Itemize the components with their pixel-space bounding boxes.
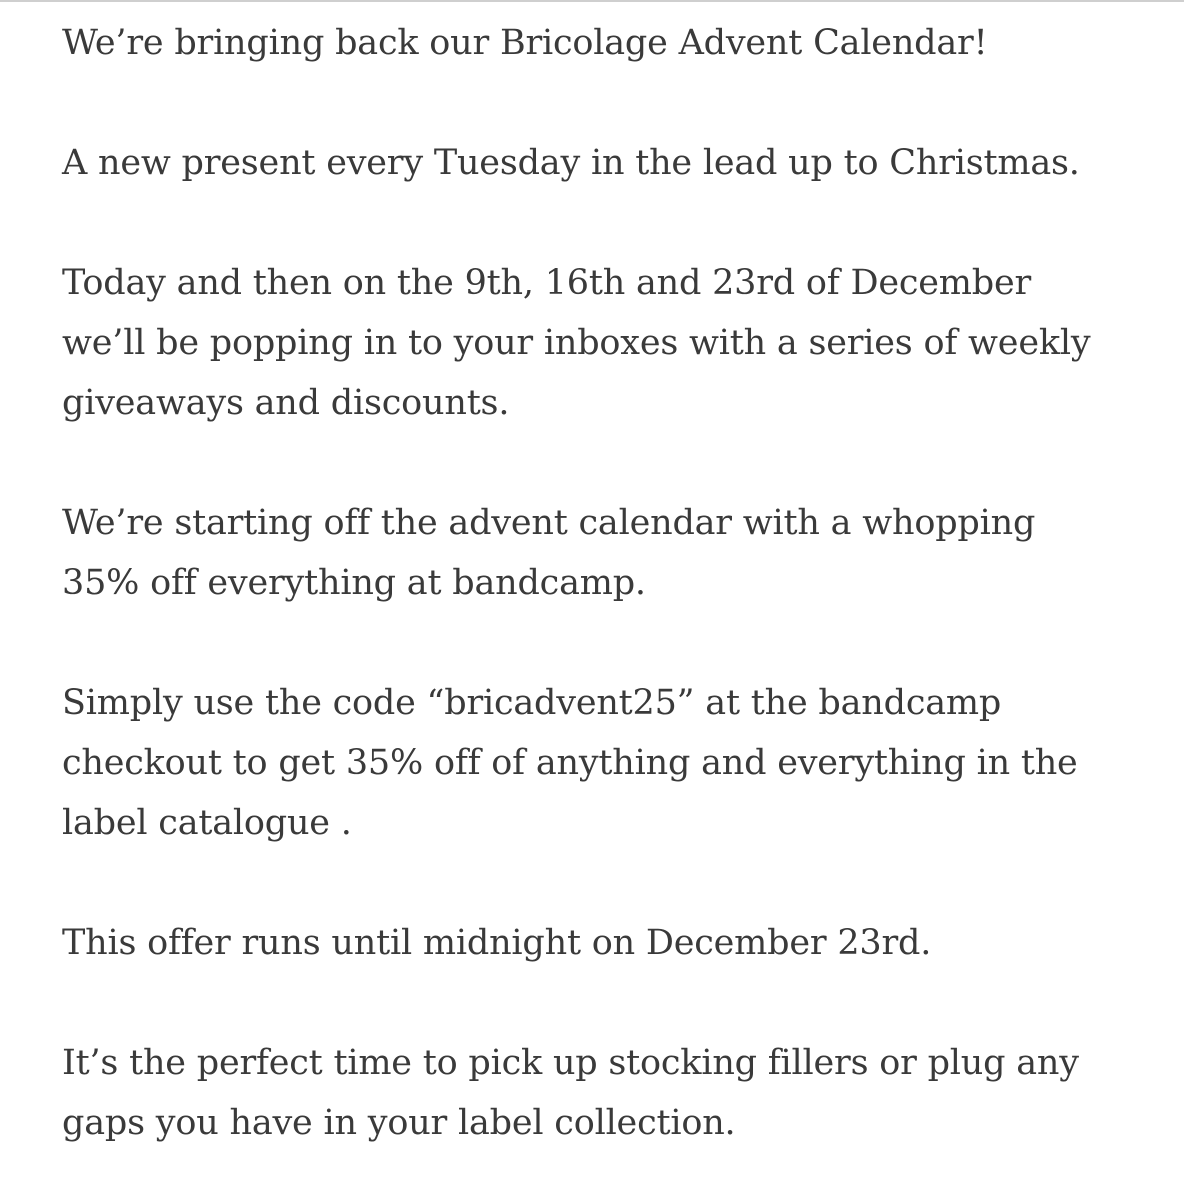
- text-line: This offer runs until midnight on December 23rd.: [62, 923, 932, 963]
- paragraph-closing: [62, 1033, 1152, 1153]
- paragraph-offer-end: [62, 913, 1152, 973]
- paragraph-weekly-present: [62, 133, 1152, 193]
- text-line: We’re bringing back our Bricolage Advent Calendar!: [62, 23, 988, 63]
- text-line: checkout to get 35% off of anything and everything in the: [62, 743, 1078, 783]
- text-line: giveaways and discounts.: [62, 383, 510, 423]
- text-line: we’ll be popping in to your inboxes with a series of weekly: [62, 323, 1091, 363]
- paragraph-discount: [62, 493, 1152, 613]
- paragraph-code: [62, 673, 1152, 853]
- paragraph-schedule: [62, 253, 1152, 433]
- text-line: gaps you have in your label collection.: [62, 1103, 736, 1143]
- text-line: Simply use the code “bricadvent25” at the bandcamp: [62, 683, 1002, 723]
- paragraph-intro: [62, 13, 1152, 73]
- email-body: [62, 13, 1152, 1153]
- text-line: It’s the perfect time to pick up stocking fillers or plug any: [62, 1043, 1079, 1083]
- text-line: A new present every Tuesday in the lead up to Christmas.: [62, 143, 1080, 183]
- top-divider: [0, 0, 1184, 2]
- text-line: Today and then on the 9th, 16th and 23rd of December: [62, 263, 1031, 303]
- text-line: We’re starting off the advent calendar with a whopping: [62, 503, 1036, 543]
- text-line: 35% off everything at bandcamp.: [62, 563, 646, 603]
- text-line: label catalogue .: [62, 803, 352, 843]
